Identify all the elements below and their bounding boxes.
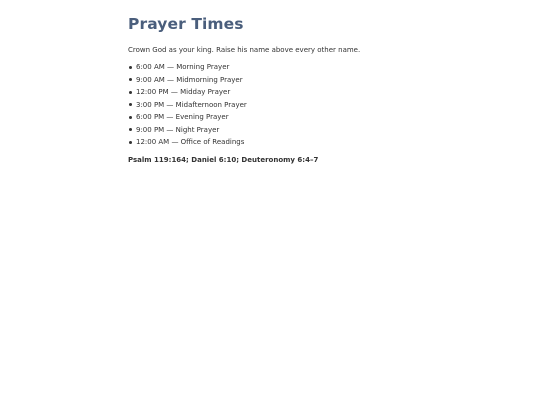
bullet-icon xyxy=(129,66,132,69)
scripture-references: Psalm 119:164; Daniel 6:10; Deuteronomy 6:4–7 xyxy=(128,155,319,164)
list-item xyxy=(128,112,428,125)
list-item xyxy=(128,87,428,100)
list-item xyxy=(128,100,428,113)
list-item xyxy=(128,137,428,150)
prayer-time-label: 6:00 PM — Evening Prayer xyxy=(136,113,229,121)
bullet-icon xyxy=(129,91,132,94)
list-item xyxy=(128,75,428,88)
prayer-time-label: 9:00 AM — Midmorning Prayer xyxy=(136,75,243,84)
prayer-times-list xyxy=(128,62,428,150)
bullet-icon xyxy=(129,128,132,131)
page-title: Prayer Times xyxy=(128,15,244,33)
bullet-icon xyxy=(129,103,132,106)
prayer-time-label: 3:00 PM — Midafternoon Prayer xyxy=(136,100,247,109)
main-content xyxy=(128,14,428,165)
list-item xyxy=(128,62,428,75)
prayer-time-label: 12:00 AM — Office of Readings xyxy=(136,138,245,146)
prayer-time-label: 9:00 PM — Night Prayer xyxy=(136,125,220,134)
bullet-icon xyxy=(129,141,132,144)
prayer-time-label: 6:00 AM — Morning Prayer xyxy=(136,63,230,71)
list-item xyxy=(128,125,428,138)
bullet-icon xyxy=(129,116,132,119)
bullet-icon xyxy=(129,78,132,81)
prayer-time-label: 12:00 PM — Midday Prayer xyxy=(136,88,231,96)
intro-text: Crown God as your king. Raise his name above every other name. xyxy=(128,46,361,54)
